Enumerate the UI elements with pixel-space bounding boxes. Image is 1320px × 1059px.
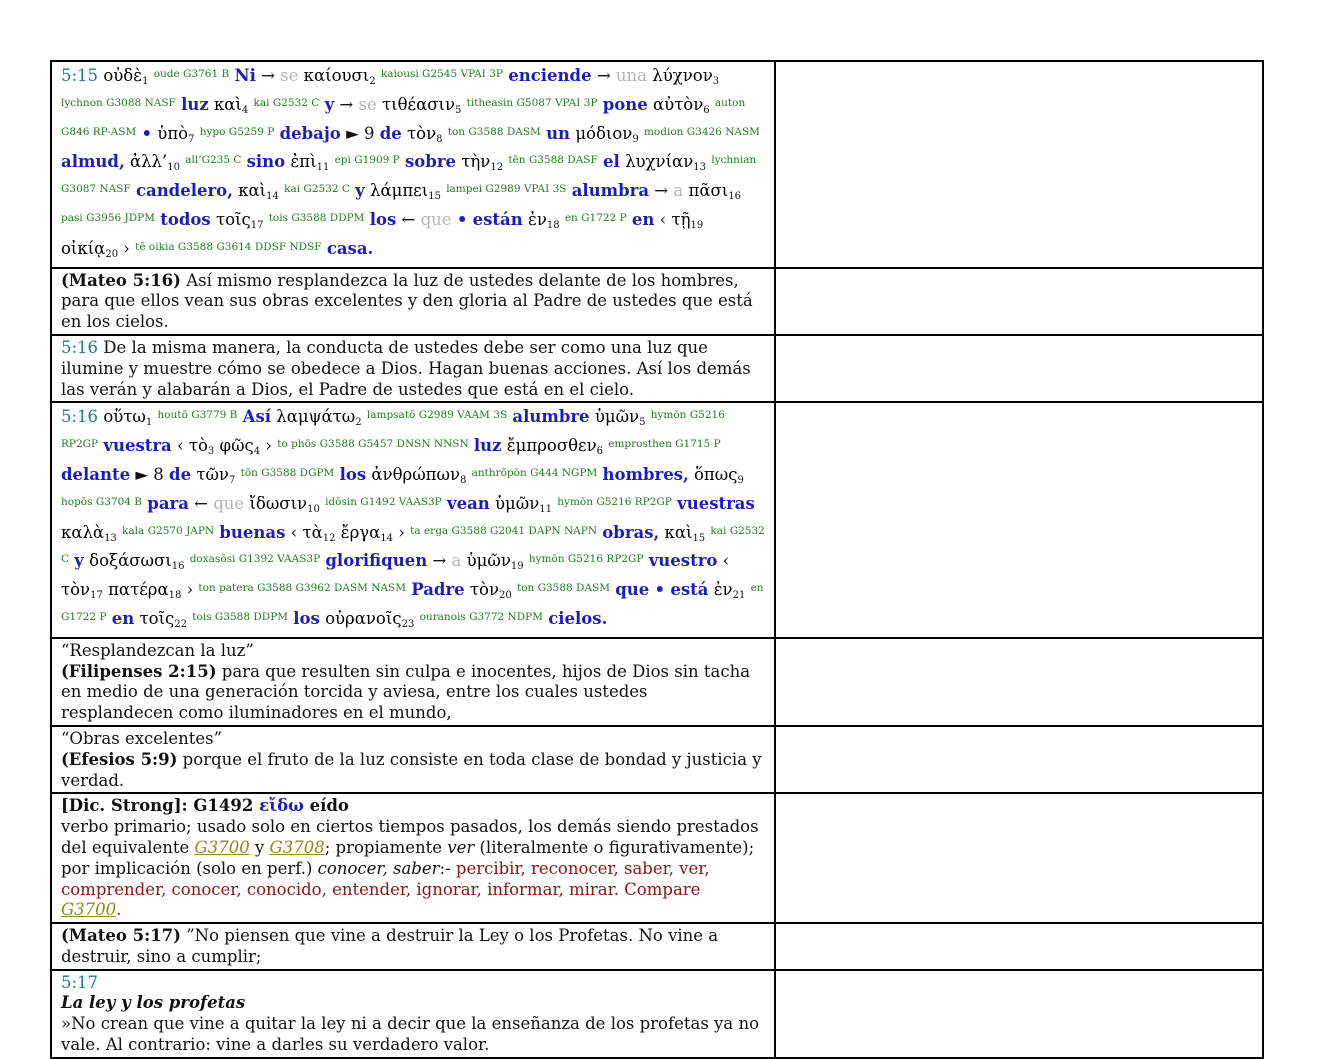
strong-code: kai G2532 C (253, 96, 320, 109)
bold-text: (Mateo 5:17) (61, 926, 181, 946)
verse-ref: 5:16 (61, 407, 99, 427)
strong-code: hymōn G5216 RP2GP (557, 495, 672, 508)
spanish-word: pone (602, 94, 648, 114)
greek-word: καὶ (213, 94, 242, 114)
strong-code: ta erga G3588 G2041 DAPN NAPN (410, 524, 598, 537)
cell-content (61, 405, 765, 635)
cell-content (61, 926, 765, 968)
greek-word: ἔμπροσθεν (506, 436, 597, 456)
spanish-word: en (631, 209, 655, 229)
verse-5-15-interlinear-cell (51, 61, 775, 268)
strong-code: tois G3588 DDPM (192, 610, 289, 623)
strong-code: anthrōpōn G444 NGPM (471, 466, 598, 479)
word-index: 9 (737, 474, 744, 486)
greek-word: ἐν (713, 580, 733, 600)
word-index: 17 (250, 219, 264, 231)
strong-code: ouranois G3772 NDPM (419, 610, 543, 623)
spanish-word: vuestro (648, 551, 718, 571)
notes-cell (775, 923, 1263, 970)
greek-word: τῇ (671, 209, 691, 229)
bold-text: (Mateo 5:16) (61, 270, 181, 290)
word-index: 15 (428, 191, 441, 203)
text-run: › (260, 436, 278, 456)
table-row (51, 335, 1263, 402)
table-body (51, 61, 1263, 1058)
text-run: › (181, 580, 199, 600)
strong-code: en G1722 P (564, 211, 627, 224)
text-run: (literalmente o figurativamente); por implicación (solo en perf.) (61, 837, 755, 878)
definition-text: percibir, reconocer, saber, ver, comprender, conocer, conocido, entender, ignorar, informar, mirar. Compare (61, 858, 710, 899)
strong-code: tōn G3588 DGPM (240, 466, 335, 479)
greek-word: τιθέασιν (382, 94, 455, 114)
strong-code: epi G1909 P (334, 154, 400, 167)
spanish-word: el (603, 152, 620, 172)
strong-code: hymōn G5216 RP2GP (61, 409, 725, 451)
strong-link[interactable]: G3700 (61, 900, 117, 920)
strong-code: kai G2532 C (61, 524, 765, 566)
spanish-word: y (324, 94, 335, 114)
spanish-word: Así (242, 407, 271, 427)
word-index: 6 (703, 104, 710, 116)
greek-word: τὰ (302, 522, 323, 542)
greek-word: ὅπως (694, 464, 738, 484)
spanish-word: • (456, 209, 468, 229)
spanish-word: enciende (508, 66, 592, 85)
efesios-5-9-cell (51, 726, 775, 793)
italic-text: ver (447, 837, 475, 857)
strong-dictionary-cell (51, 793, 775, 923)
word-index: 2 (355, 417, 362, 429)
spanish-word: Padre (411, 580, 465, 600)
verse-ref: 5:17 (61, 972, 99, 992)
word-index: 3 (207, 446, 215, 458)
spanish-word: y (74, 551, 84, 571)
word-index: 19 (510, 561, 524, 573)
word-index: 8 (436, 133, 443, 145)
strong-code: ton G3588 DASM (516, 582, 611, 595)
cell-content (61, 973, 765, 1056)
text-run: ► 9 (340, 123, 380, 143)
strong-code: kai G2532 C (284, 183, 350, 196)
spanish-word: están (472, 209, 523, 229)
cell-content (61, 729, 765, 791)
word-index: 11 (316, 162, 330, 174)
greek-word: ἐπὶ (290, 152, 317, 172)
table-row (51, 726, 1263, 793)
spanish-word: de (169, 464, 192, 484)
verse-ref: 5:15 (61, 66, 99, 85)
word-index: 14 (266, 191, 279, 203)
word-index: 7 (188, 133, 195, 145)
text-run: porque el fruto de la luz consiste en toda clase de bondad y justicia y verdad. (61, 749, 762, 790)
strong-code: modion G3426 NASM (643, 125, 760, 138)
greek-word: καὶ (664, 522, 693, 542)
table-row (51, 923, 1263, 970)
notes-cell (775, 402, 1263, 637)
word-index: 17 (90, 590, 103, 602)
spanish-word: • (141, 123, 153, 143)
word-index: 1 (145, 417, 153, 429)
text-run: ”No piensen que vine a destruir la Ley o los Profetas. No vine a destruir, sino a cumplir; (61, 926, 719, 966)
notes-cell (775, 335, 1263, 402)
verse-5-16-interlinear-cell (51, 402, 775, 637)
greek-word: καίουσι (303, 66, 370, 85)
cell-content (61, 64, 765, 266)
greek-word: τὸν (61, 580, 91, 600)
mateo-5-16-cell (51, 268, 775, 335)
strong-code: pasi G3956 JDPM (61, 211, 155, 224)
verse-5-17-paraphrase-cell (51, 970, 775, 1058)
spanish-word: vuestras (677, 493, 755, 513)
bold-text: eído (303, 796, 349, 816)
strong-code: lampei G2989 VPAI 3S (446, 183, 567, 196)
greek-word: δοξάσωσι (89, 551, 172, 571)
strong-link[interactable]: G3700 (194, 837, 250, 857)
bold-text: [Dic. Strong]: G1492 (61, 796, 260, 816)
greek-word: ὑμῶν (594, 407, 640, 427)
word-index: 23 (401, 618, 415, 630)
strong-code: tois G3588 DDPM (268, 211, 365, 224)
greek-word: ἴδωσιν (249, 493, 308, 513)
word-index: 18 (546, 219, 560, 231)
notes-cell (775, 793, 1263, 923)
section-heading: La ley y los profetas (61, 993, 246, 1013)
word-index: 8 (459, 474, 467, 486)
greek-word: ὑμῶν (495, 493, 540, 513)
spanish-word: debajo (279, 123, 341, 143)
strong-code: tē oikia G3588 G3614 DDSF NDSF (135, 240, 322, 253)
notes-cell (775, 268, 1263, 335)
strong-code: hypo G5259 P (199, 125, 275, 138)
table-row (51, 402, 1263, 637)
spanish-word: Ni (234, 66, 256, 85)
word-index: 9 (632, 133, 639, 145)
greek-word: τῶν (196, 464, 229, 484)
word-index: 2 (369, 76, 376, 87)
strong-code: ton patera G3588 G3962 DASM NASM (198, 582, 406, 595)
strong-code: en G1722 P (61, 582, 764, 623)
greek-word: ὑπὸ (157, 123, 189, 143)
text-run: → (427, 551, 452, 571)
greek-word: ὑμῶν (466, 551, 511, 571)
spanish-word: luz (473, 436, 502, 456)
definition-text: . (116, 900, 122, 920)
spanish-word: casa. (326, 238, 374, 258)
word-index: 14 (380, 532, 394, 544)
strong-code: hopōs G3704 B (61, 495, 143, 508)
cell-content (61, 271, 765, 333)
spanish-word: obras, (602, 522, 660, 542)
text-run: para que resulten sin culpa e inocentes, hijos de Dios sin tacha en medio de una generación torcida y aviesa, entre los cuales ustedes resplandecen como iluminadores en el mundo, (61, 661, 751, 723)
spanish-word: almud, (61, 152, 125, 172)
spanish-word: sobre (405, 152, 457, 172)
strong-code: hymōn G5216 RP2GP (528, 553, 644, 566)
greek-word: φῶς (219, 436, 254, 456)
table-row (51, 268, 1263, 335)
greek-word: ἐν (527, 209, 547, 229)
greek-word: τὸν (407, 123, 437, 143)
greek-word: οὐρανοῖς (325, 608, 402, 628)
table-row (51, 638, 1263, 726)
text-run: De la misma manera, la conducta de ustedes debe ser como una luz que ilumine y muestre cómo se obedece a Dios. Hagan buenas acciones. Así los demás las verán y alabarán a Dios, el Padre de ustedes que está en el cielo. (61, 337, 751, 399)
strong-code: lychnian G3087 NASF (61, 154, 757, 196)
notes-cell (775, 638, 1263, 726)
text-run: “Obras excelentes” (61, 728, 223, 748)
text-run: :- (439, 858, 456, 878)
spanish-word: glorifiquen (325, 551, 428, 571)
text-run: ► 8 (130, 464, 170, 484)
word-index: 1 (142, 76, 149, 87)
notes-cell (775, 970, 1263, 1058)
greek-word: οὐδὲ (103, 66, 143, 85)
word-index: 7 (228, 474, 236, 486)
bold-text: (Filipenses 2:15) (61, 661, 217, 681)
strong-code: to phōs G3588 G5457 DNSN NNSN (277, 438, 469, 451)
strong-code: doxasōsi G1392 VAAS3P (189, 553, 321, 566)
spanish-word: • (654, 580, 666, 600)
spanish-word: y (355, 181, 365, 201)
strong-code: oude G3761 B (153, 68, 230, 80)
greek-word: τοῖς (215, 209, 251, 229)
text-run: »No crean que vine a quitar la ley ni a decir que la enseñanza de los profetas ya no vale. Al contrario: vine a darles su verdadero valor. (61, 1014, 760, 1055)
spanish-word: de (379, 123, 402, 143)
greek-word: πᾶσι (688, 181, 729, 201)
spanish-word: para (147, 493, 189, 513)
text-run: → (255, 66, 281, 85)
spanish-word: vean (446, 493, 490, 513)
greek-word: λαμψάτω (276, 407, 356, 427)
implied-word: a (451, 551, 462, 571)
strong-code: ton G3588 DASM (447, 125, 541, 138)
text-run: ‹ (717, 551, 730, 571)
word-index: 18 (168, 590, 182, 602)
word-index: 20 (105, 248, 119, 260)
strong-code: tēn G3588 DASF (508, 154, 598, 167)
word-index: 4 (241, 104, 249, 116)
strong-code: emprosthen G1715 P (608, 438, 721, 451)
text-run: y (249, 837, 270, 857)
greek-lemma: εἴδω (259, 796, 304, 816)
greek-word: καὶ (238, 181, 267, 201)
text-run: ← (396, 209, 421, 229)
word-index: 16 (171, 561, 185, 573)
text-run: Así mismo resplandezca la luz de ustedes delante de los hombres, para que ellos vean sus obras excelentes y den gloria al Padre de ustedes que está en los cielos. (61, 270, 753, 332)
strong-code: lampsatō G2989 VAAM 3S (366, 409, 508, 422)
strong-code: idōsin G1492 VAAS3P (325, 495, 442, 508)
word-index: 13 (693, 162, 706, 174)
bold-text: (Efesios 5:9) (61, 749, 178, 769)
greek-word: τὸν (469, 580, 499, 600)
spanish-word: en (111, 608, 135, 628)
word-index: 19 (690, 219, 704, 231)
spanish-word: vuestra (103, 436, 172, 456)
word-index: 22 (174, 618, 188, 630)
text-run: › (118, 238, 136, 258)
implied-word: se (358, 94, 377, 114)
spanish-word: alumbre (512, 407, 590, 427)
spanish-word: está (670, 580, 709, 600)
word-index: 10 (167, 162, 180, 174)
notes-cell (775, 61, 1263, 268)
text-run: ← (188, 493, 214, 513)
word-index: 6 (596, 446, 603, 458)
word-index: 11 (539, 503, 552, 515)
verse-ref: 5:16 (61, 337, 99, 357)
text-run: → (591, 66, 616, 85)
table-row (51, 970, 1263, 1058)
greek-word: αὐτὸν (653, 94, 704, 114)
strong-code: houtō G3779 B (157, 409, 238, 422)
text-run: ; propiamente (324, 837, 448, 857)
commentary-table (50, 60, 1264, 1059)
greek-word: τοῖς (139, 608, 175, 628)
table-row (51, 793, 1263, 923)
mateo-5-17-cell (51, 923, 775, 970)
implied-word: a (673, 181, 684, 201)
spanish-word: los (293, 608, 320, 628)
greek-word: οἰκίᾳ (61, 238, 106, 258)
spanish-word: los (369, 209, 397, 229)
text-run: › (393, 522, 411, 542)
implied-word: que (420, 209, 452, 229)
filipenses-2-15-cell (51, 638, 775, 726)
implied-word: una (615, 66, 648, 85)
word-index: 21 (732, 590, 746, 602)
text-run: ‹ (285, 522, 303, 542)
strong-code: titheasin G5087 VPAI 3P (466, 96, 598, 109)
spanish-word: todos (160, 209, 211, 229)
word-index: 13 (104, 532, 117, 544)
cell-content (61, 641, 765, 724)
greek-word: ἔργα (340, 522, 381, 542)
spanish-word: delante (61, 464, 131, 484)
greek-word: οὕτω (103, 407, 146, 427)
spanish-word: los (339, 464, 367, 484)
text-run: verbo primario; usado solo en ciertos tiempos pasados, los demás siendo prestados del equivalente (61, 817, 759, 857)
spanish-word: un (546, 123, 571, 143)
greek-word: μόδιον (575, 123, 633, 143)
text-run: “Resplandezcan la luz” (61, 640, 254, 660)
spanish-word: sino (246, 152, 286, 172)
greek-word: τὴν (461, 152, 491, 172)
italic-text: conocer, saber (317, 858, 440, 878)
greek-word: ἀνθρώπων (371, 464, 460, 484)
strong-code: all’G235 C (185, 154, 242, 167)
strong-code: auton G846 RP-ASM (61, 96, 746, 138)
word-index: 10 (307, 503, 320, 515)
spanish-word: buenas (219, 522, 286, 542)
greek-word: λύχνον (652, 66, 713, 85)
word-index: 16 (728, 191, 741, 203)
greek-word: ἀλλ’ (129, 152, 168, 172)
strong-link[interactable]: G3708 (269, 837, 325, 857)
text-run: ‹ (171, 436, 189, 456)
word-index: 12 (322, 532, 336, 544)
greek-word: λυχνίαν (625, 152, 694, 172)
table-row (51, 61, 1263, 268)
spanish-word: alumbra (571, 181, 650, 201)
spanish-word: que (615, 580, 650, 600)
notes-cell (775, 726, 1263, 793)
strong-code: kaiousi G2545 VPAI 3P (380, 68, 503, 80)
spanish-word: candelero, (135, 181, 233, 201)
word-index: 3 (712, 76, 720, 87)
strong-code: kala G2570 JAPN (122, 524, 215, 537)
word-index: 12 (490, 162, 504, 174)
word-index: 4 (253, 446, 261, 458)
greek-word: λάμπει (370, 181, 429, 201)
word-index: 20 (498, 590, 512, 602)
word-index: 15 (692, 532, 706, 544)
cell-content (61, 796, 765, 921)
word-index: 5 (455, 104, 462, 116)
text-run: ‹ (654, 209, 672, 229)
greek-word: πατέρα (108, 580, 169, 600)
greek-word: καλὰ (61, 522, 105, 542)
text-run: → (649, 181, 674, 201)
spanish-word: luz (181, 94, 209, 114)
cell-content (61, 338, 765, 400)
implied-word: se (280, 66, 299, 85)
spanish-word: cielos. (548, 608, 608, 628)
greek-word: τὸ (188, 436, 208, 456)
text-run: → (334, 94, 359, 114)
spanish-word: hombres, (602, 464, 689, 484)
implied-word: que (213, 493, 245, 513)
verse-5-16-paraphrase-cell (51, 335, 775, 402)
strong-code: lychnon G3088 NASF (61, 96, 176, 109)
word-index: 5 (639, 417, 646, 429)
